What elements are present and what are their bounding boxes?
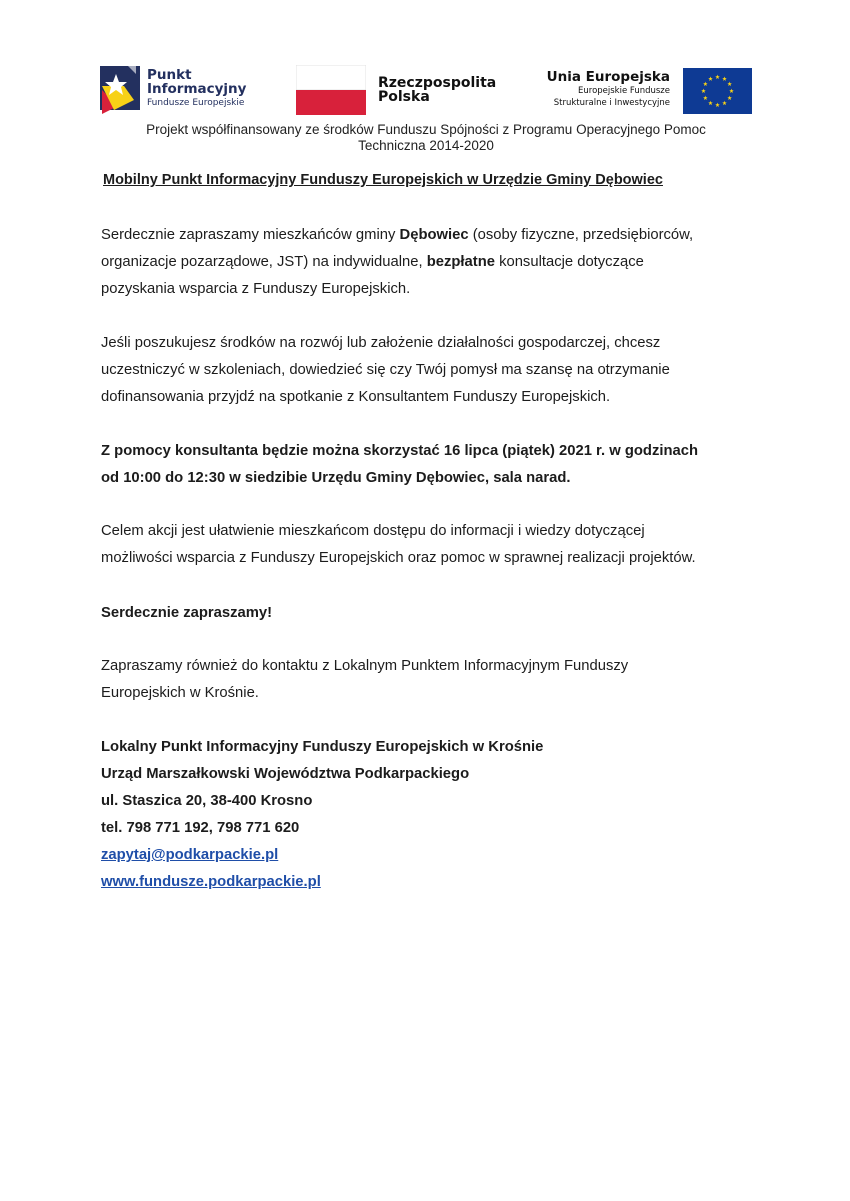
punkt-informacyjny-text: [147, 68, 246, 110]
p2-line1: Jeśli poszukujesz środków na rozwój lub założenie działalności gospodarczej, chcesz: [101, 335, 661, 351]
contact-phone: tel. 798 771 192, 798 771 620: [101, 820, 300, 836]
p1-text-f: konsultacje dotyczące: [494, 254, 644, 270]
paragraph-date: [101, 438, 761, 492]
eu-flag-icon: [683, 68, 752, 114]
contact-office: Urząd Marszałkowski Województwa Podkarpackiego: [101, 766, 470, 782]
punkt-informacyjny-logo: [100, 60, 260, 118]
paragraph-contact-intro: [101, 653, 761, 707]
p1-text-d: organizacje pozarządowe, JST) na indywidualne,: [101, 254, 427, 270]
contact-email-link[interactable]: zapytaj@podkarpackie.pl: [101, 847, 279, 863]
p6-line2: Europejskich w Krośnie.: [101, 685, 259, 701]
contact-block: [101, 734, 761, 896]
rp-line1: Rzeczpospolita: [378, 75, 497, 91]
paragraph-purpose: [101, 518, 761, 572]
p1-gmina: Dębowiec: [399, 227, 469, 243]
p4-line1: Celem akcji jest ułatwienie mieszkańcom dostępu do informacji i wiedzy dotyczącej: [101, 523, 645, 539]
p2-line3: dofinansowania przyjdź na spotkanie z Konsultantem Funduszy Europejskich.: [101, 389, 611, 405]
unia-europejska-text: [530, 69, 670, 109]
ue-line2: Europejskie Fundusze: [578, 86, 670, 96]
page-title: Mobilny Punkt Informacyjny Funduszy Europejskich w Urzędzie Gminy Dębowiec: [103, 172, 663, 188]
contact-address: ul. Staszica 20, 38-400 Krosno: [101, 793, 313, 809]
logo-bar: [100, 60, 752, 118]
paragraph-details: [101, 330, 761, 411]
pi-line2: Informacyjny: [147, 81, 247, 97]
cofinancing-line1: Projekt współfinansowany ze środków Funduszu Spójności z Programu Operacyjnego Pomoc: [146, 122, 706, 137]
paragraph-invite-closing: Serdecznie zapraszamy!: [101, 605, 273, 621]
punkt-informacyjny-mark-icon: [100, 60, 142, 116]
contact-website-link[interactable]: www.fundusze.podkarpackie.pl: [101, 874, 321, 890]
p6-line1: Zapraszamy również do kontaktu z Lokalnym Punktem Informacyjnym Funduszy: [101, 658, 629, 674]
pi-line3: Fundusze Europejskie: [147, 98, 245, 108]
p1-text-c: (osoby fizyczne, przedsiębiorców,: [468, 227, 694, 243]
p2-line2: uczestniczyć w szkoleniach, dowiedzieć się czy Twój pomysł ma szansę na otrzymanie: [101, 362, 670, 378]
p1-free: bezpłatne: [426, 254, 495, 270]
ue-line3: Strukturalne i Inwestycyjne: [553, 98, 670, 108]
p3-line1: Z pomocy konsultanta będzie można skorzystać 16 lipca (piątek) 2021 r. w godzinach: [101, 443, 698, 459]
rzeczpospolita-text: [378, 76, 496, 104]
cofinancing-line2: Techniczna 2014-2020: [358, 138, 494, 153]
p1-text-a: Serdecznie zapraszamy mieszkańców gminy: [101, 227, 400, 243]
pi-line1: Punkt: [147, 67, 192, 83]
cofinancing-note: [100, 122, 752, 154]
paragraph-invitation: [101, 222, 761, 303]
contact-name: Lokalny Punkt Informacyjny Funduszy Europejskich w Krośnie: [101, 739, 544, 755]
ue-line1: Unia Europejska: [546, 69, 670, 85]
p4-line2: możliwości wsparcia z Funduszy Europejskich oraz pomoc w sprawnej realizacji projektów.: [101, 550, 696, 566]
rp-line2: Polska: [378, 89, 430, 105]
p3-line2: od 10:00 do 12:30 w siedzibie Urzędu Gminy Dębowiec, sala narad.: [101, 470, 571, 486]
poland-flag-icon: [296, 65, 366, 115]
p1-text-g: pozyskania wsparcia z Funduszy Europejskich.: [101, 281, 411, 297]
